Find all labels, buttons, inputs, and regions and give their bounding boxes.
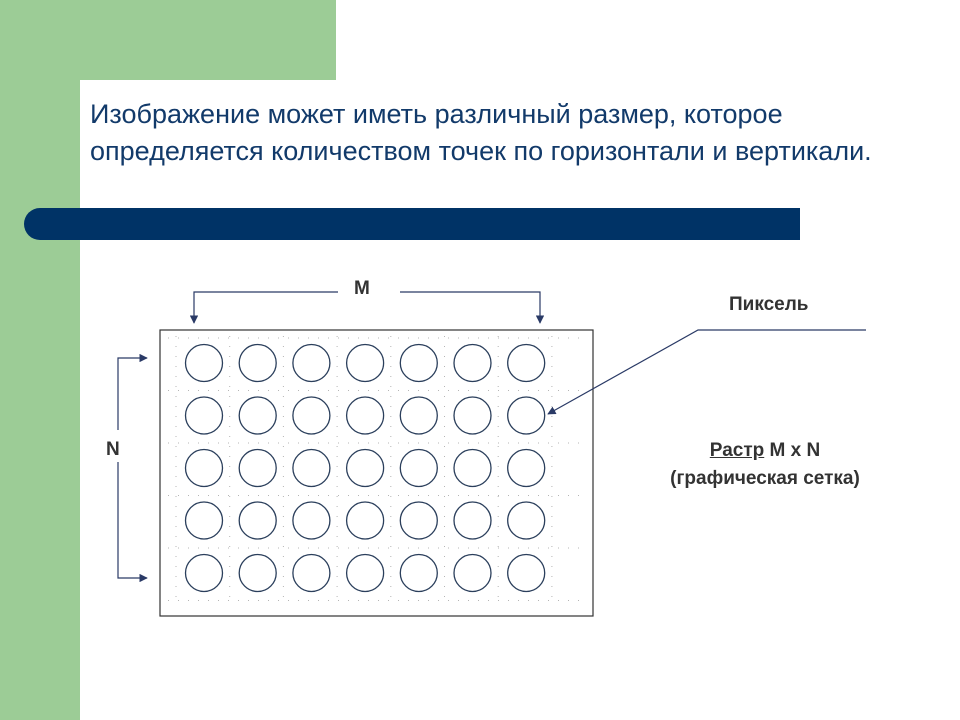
raster-caption-block bbox=[640, 437, 890, 493]
pixel-cells bbox=[186, 345, 545, 592]
raster-title bbox=[640, 437, 890, 465]
n-dimension-bracket-bottom bbox=[118, 462, 147, 578]
pixel-cell bbox=[454, 397, 491, 434]
pixel-cell bbox=[239, 555, 276, 592]
pixel-cell bbox=[454, 502, 491, 539]
pixel-pointer bbox=[548, 330, 866, 414]
pixel-cell bbox=[400, 555, 437, 592]
pixel-cell bbox=[400, 345, 437, 382]
n-dimension-bracket bbox=[118, 358, 147, 430]
pixel-cell bbox=[186, 555, 223, 592]
m-dimension-bracket-right bbox=[400, 292, 540, 323]
raster-dims: M x N bbox=[764, 440, 821, 461]
pixel-cell bbox=[508, 397, 545, 434]
pixel-cell bbox=[186, 345, 223, 382]
pixel-cell bbox=[347, 555, 384, 592]
pixel-cell bbox=[454, 555, 491, 592]
pixel-cell bbox=[400, 450, 437, 487]
pixel-cell bbox=[293, 345, 330, 382]
pixel-cell bbox=[508, 345, 545, 382]
pixel-cell bbox=[186, 450, 223, 487]
pixel-cell bbox=[508, 555, 545, 592]
pixel-cell bbox=[508, 450, 545, 487]
pixel-cell bbox=[293, 450, 330, 487]
pixel-cell bbox=[186, 397, 223, 434]
pixel-cell bbox=[400, 502, 437, 539]
pixel-cell bbox=[239, 345, 276, 382]
pixel-cell bbox=[347, 345, 384, 382]
pixel-cell bbox=[239, 450, 276, 487]
pixel-cell bbox=[454, 450, 491, 487]
pixel-cell bbox=[239, 502, 276, 539]
raster-word: Растр bbox=[709, 440, 765, 461]
pixel-cell bbox=[400, 397, 437, 434]
slide-title: Изображение может иметь различный размер, которое определяется количеством точек по горизонтали и вертикали. bbox=[90, 99, 872, 166]
pixel-cell bbox=[454, 345, 491, 382]
n-label: N bbox=[106, 439, 120, 460]
pixel-cell bbox=[508, 502, 545, 539]
pixel-cell bbox=[347, 397, 384, 434]
m-label: M bbox=[354, 278, 370, 299]
pixel-cell bbox=[186, 502, 223, 539]
pixel-cell bbox=[293, 397, 330, 434]
pixel-cell bbox=[347, 450, 384, 487]
pixel-cell bbox=[347, 502, 384, 539]
pixel-cell bbox=[293, 555, 330, 592]
pixel-cell bbox=[239, 397, 276, 434]
raster-subtitle: (графическая сетка) bbox=[670, 468, 860, 489]
m-dimension-bracket bbox=[194, 292, 338, 323]
pixel-cell bbox=[293, 502, 330, 539]
pixel-label: Пиксель bbox=[729, 294, 809, 315]
